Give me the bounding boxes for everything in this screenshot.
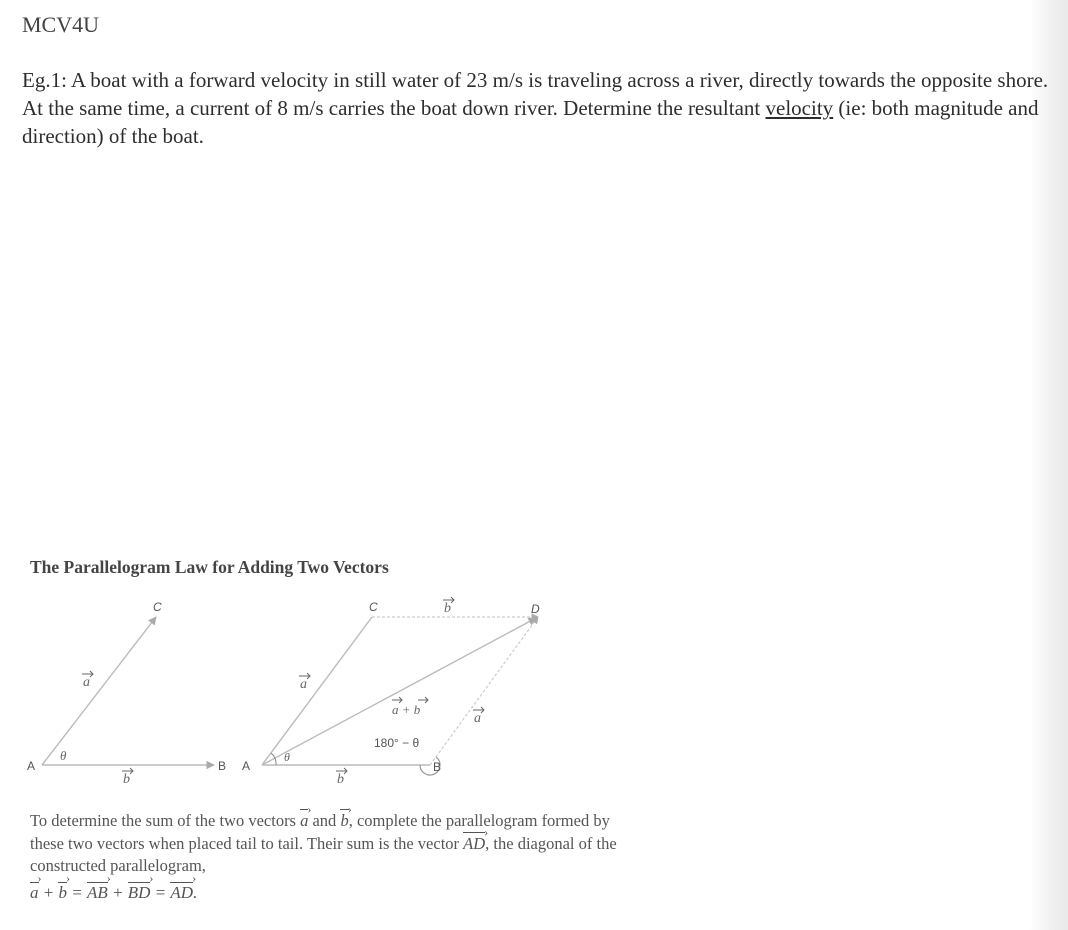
eq-plus-2: + xyxy=(107,883,128,902)
sum-label: a + b xyxy=(392,702,421,717)
right-side-a xyxy=(430,617,538,765)
eq-vector-AB: › AB xyxy=(87,883,108,903)
top-label-b: b xyxy=(444,601,451,616)
description xyxy=(30,810,640,878)
desc-part1: To determine the sum of the two vectors xyxy=(30,811,301,830)
desc-and: and xyxy=(308,811,341,830)
desc-vector-a: › a xyxy=(300,810,308,833)
eq-vector-a: › a xyxy=(30,883,39,903)
right-label-B: B xyxy=(433,760,442,774)
right-vector-a xyxy=(262,617,372,765)
problem-lead: Eg.1: A boat with a forward velocity in still water of 23 m/s is traveling across a river, directly towards the opposite shore. At the same time, a current of 8 m/s carries the boat down river. Determine the resultant xyxy=(22,68,1049,120)
right-label-a: a xyxy=(300,677,307,692)
eq-plus-1: + xyxy=(38,883,59,902)
right-label-A: A xyxy=(242,759,251,773)
right-label-b: b xyxy=(337,772,344,787)
desc-vector-b: › b xyxy=(340,810,348,833)
equation xyxy=(30,883,197,903)
desc-part2: , complete the parallelogram formed by these two vectors when placed tail to tail. Their sum is the vector xyxy=(30,811,610,853)
problem-tail: (ie: both magnitude and direction) of the boat. xyxy=(22,96,1039,148)
left-label-B: B xyxy=(218,759,227,773)
right-label-D: D xyxy=(531,602,540,616)
angle-label: 180° − θ xyxy=(374,736,420,750)
course-code: MCV4U xyxy=(22,12,100,37)
left-label-theta: θ xyxy=(60,748,67,763)
figure-title: The Parallelogram Law for Adding Two Vectors xyxy=(30,557,389,577)
eq-end: . xyxy=(193,883,198,902)
left-label-C: C xyxy=(153,600,162,614)
left-vector-a xyxy=(42,617,156,765)
right-label-theta: θ xyxy=(284,750,290,764)
eq-vector-AD: › AD xyxy=(170,883,193,903)
eq-vector-b: › b xyxy=(58,883,67,903)
eq-vector-BD: › BD xyxy=(128,883,151,903)
left-label-A: A xyxy=(27,759,36,773)
problem-statement xyxy=(22,66,1052,150)
desc-vector-AD: › AD xyxy=(463,833,485,856)
eq-equals-1: = xyxy=(66,883,87,902)
parallelogram-figure xyxy=(0,585,640,795)
eq-equals-2: = xyxy=(150,883,171,902)
left-label-a: a xyxy=(83,675,90,690)
problem-underlined-word: velocity xyxy=(765,96,834,120)
right-label-C: C xyxy=(369,600,378,614)
side-label-a: a xyxy=(474,711,481,726)
desc-part3: , the diagonal of the constructed parallelogram, xyxy=(30,833,617,875)
left-label-b: b xyxy=(123,772,130,787)
